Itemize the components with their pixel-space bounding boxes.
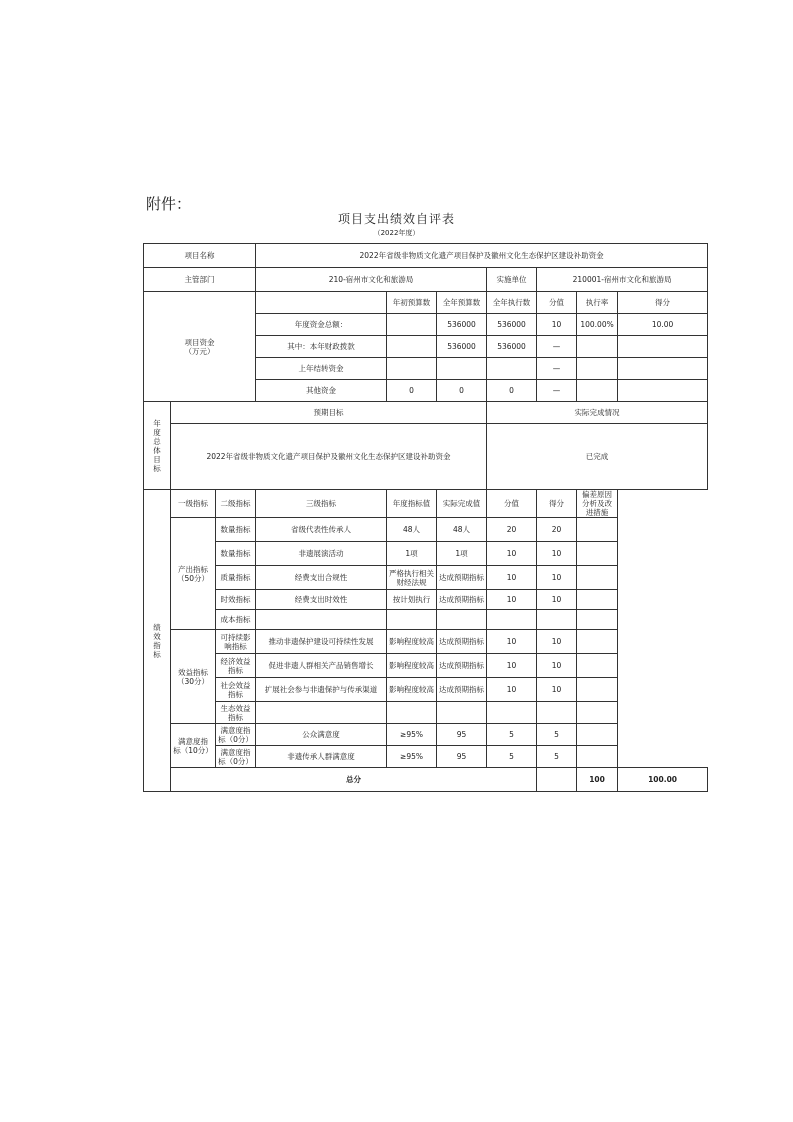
output-group-label: 产出指标 （50分） <box>171 518 216 630</box>
indicator-score-value <box>487 610 537 630</box>
total-blank <box>537 768 577 792</box>
indicator-note <box>577 590 618 610</box>
indicator-row <box>144 566 708 590</box>
indicator-l3 <box>256 610 387 630</box>
funds-row-label: 其他资金 <box>256 380 387 402</box>
funds-row-rate <box>577 380 618 402</box>
funds-row-score-value: — <box>537 336 577 358</box>
funds-header-initial: 年初预算数 <box>387 292 437 314</box>
form-year: （2022年度） <box>373 229 420 237</box>
funds-row-initial <box>387 314 437 336</box>
goals-expected-text: 2022年省级非物质文化遗产项目保护及徽州文化生态保护区建设补助资金 <box>171 424 487 490</box>
goals-actual-text: 已完成 <box>487 424 708 490</box>
funds-header-budget: 全年预算数 <box>437 292 487 314</box>
indicator-target: ≥95% <box>387 746 437 768</box>
indicator-row <box>144 610 708 630</box>
funds-row-budget: 536000 <box>437 336 487 358</box>
indicator-row <box>144 702 708 724</box>
goals-expected-header: 预期目标 <box>171 402 487 424</box>
funds-row-score: 10.00 <box>618 314 708 336</box>
indicator-score-value: 10 <box>487 630 537 654</box>
satisfaction-group-label: 满意度指 标（10分） <box>171 724 216 768</box>
indicator-target: 按计划执行 <box>387 590 437 610</box>
funds-row-rate <box>577 358 618 380</box>
funds-row-label: 上年结转资金 <box>256 358 387 380</box>
indicator-row <box>144 518 708 542</box>
indicator-score-value: 5 <box>487 746 537 768</box>
indicator-score: 10 <box>537 678 577 702</box>
indicator-row <box>144 724 708 746</box>
indicator-target: 48人 <box>387 518 437 542</box>
indicator-actual <box>437 702 487 724</box>
indicator-l3: 非遗传承人群满意度 <box>256 746 387 768</box>
indicator-score <box>537 610 577 630</box>
department-row <box>144 268 708 292</box>
indicator-score-value: 10 <box>487 590 537 610</box>
indicator-target <box>387 702 437 724</box>
indicators-header-target: 年度指标值 <box>387 490 437 518</box>
indicator-l2: 可持续影响指标 <box>216 630 256 654</box>
indicator-l2: 质量指标 <box>216 566 256 590</box>
funds-row-budget: 536000 <box>437 314 487 336</box>
funds-row-score-value: — <box>537 380 577 402</box>
indicator-score: 5 <box>537 746 577 768</box>
indicator-note <box>577 702 618 724</box>
indicators-header-note: 偏差原因分析及改进措施 <box>577 490 618 518</box>
indicator-actual: 1项 <box>437 542 487 566</box>
funds-row-executed: 536000 <box>487 336 537 358</box>
funds-row-initial <box>387 336 437 358</box>
indicator-l3: 非遗展演活动 <box>256 542 387 566</box>
indicator-l3: 公众满意度 <box>256 724 387 746</box>
indicator-target: 影响程度较高 <box>387 630 437 654</box>
indicator-row <box>144 630 708 654</box>
indicator-score: 5 <box>537 724 577 746</box>
indicator-l2: 社会效益指标 <box>216 678 256 702</box>
funds-row-score-value: 10 <box>537 314 577 336</box>
indicator-actual: 95 <box>437 724 487 746</box>
indicators-header-l3: 三级指标 <box>256 490 387 518</box>
funds-row-budget: 0 <box>437 380 487 402</box>
project-name-row <box>144 244 708 268</box>
indicators-header-row <box>144 490 708 518</box>
indicator-target: ≥95% <box>387 724 437 746</box>
indicator-l2: 成本指标 <box>216 610 256 630</box>
total-label: 总分 <box>171 768 537 792</box>
goals-content-row <box>144 424 708 490</box>
indicator-score: 10 <box>537 654 577 678</box>
indicator-score-value: 10 <box>487 566 537 590</box>
funds-row-rate <box>577 336 618 358</box>
indicator-l3: 经费支出合规性 <box>256 566 387 590</box>
indicator-l2: 经济效益指标 <box>216 654 256 678</box>
indicator-score: 20 <box>537 518 577 542</box>
indicator-l2: 数量指标 <box>216 518 256 542</box>
indicator-actual: 达成预期指标 <box>437 566 487 590</box>
indicator-actual: 达成预期指标 <box>437 630 487 654</box>
indicators-header-score-value: 分值 <box>487 490 537 518</box>
indicator-score-value: 10 <box>487 678 537 702</box>
indicator-l3: 经费支出时效性 <box>256 590 387 610</box>
indicator-l3: 推动非遗保护建设可持续性发展 <box>256 630 387 654</box>
effect-group-label: 效益指标 （30分） <box>171 630 216 724</box>
total-score-value: 100 <box>577 768 618 792</box>
department-value: 210-宿州市文化和旅游局 <box>256 268 487 292</box>
funds-row-executed: 0 <box>487 380 537 402</box>
indicator-actual: 达成预期指标 <box>437 654 487 678</box>
funds-row-score <box>618 380 708 402</box>
attachment-label: 附件： <box>146 195 192 213</box>
indicator-score: 10 <box>537 630 577 654</box>
goals-label: 年 度 总 体 目 标 <box>144 402 171 490</box>
goals-header-row <box>144 402 708 424</box>
indicator-l3 <box>256 702 387 724</box>
funds-header-score-value: 分值 <box>537 292 577 314</box>
indicator-note <box>577 630 618 654</box>
funds-row-score-value: — <box>537 358 577 380</box>
implementer-label: 实施单位 <box>487 268 537 292</box>
total-row <box>144 768 708 792</box>
funds-row-label: 年度资金总额： <box>256 314 387 336</box>
indicator-target: 影响程度较高 <box>387 654 437 678</box>
department-label: 主管部门 <box>144 268 256 292</box>
indicator-note <box>577 610 618 630</box>
indicators-header-l1: 一级指标 <box>171 490 216 518</box>
indicator-row <box>144 746 708 768</box>
funds-row-budget <box>437 358 487 380</box>
indicator-row <box>144 542 708 566</box>
indicator-note <box>577 542 618 566</box>
funds-row-initial <box>387 358 437 380</box>
project-name-value: 2022年省级非物质文化遗产项目保护及徽州文化生态保护区建设补助资金 <box>256 244 708 268</box>
indicator-target: 严格执行相关财经法规 <box>387 566 437 590</box>
indicator-note <box>577 678 618 702</box>
funds-row-score <box>618 358 708 380</box>
indicator-row <box>144 654 708 678</box>
self-evaluation-table <box>143 243 708 792</box>
indicators-label: 绩 效 指 标 <box>144 490 171 792</box>
indicators-header-score: 得分 <box>537 490 577 518</box>
indicator-l3: 扩展社会参与非遗保护与传承渠道 <box>256 678 387 702</box>
indicator-actual: 48人 <box>437 518 487 542</box>
funds-header-score: 得分 <box>618 292 708 314</box>
indicator-score-value <box>487 702 537 724</box>
indicator-score-value: 10 <box>487 542 537 566</box>
indicator-note <box>577 746 618 768</box>
indicator-l2: 满意度指标（0分） <box>216 724 256 746</box>
indicator-score: 10 <box>537 542 577 566</box>
indicator-note <box>577 724 618 746</box>
indicator-actual <box>437 610 487 630</box>
funds-header-row <box>144 292 708 314</box>
indicator-row <box>144 590 708 610</box>
funds-header-rate: 执行率 <box>577 292 618 314</box>
indicators-header-actual: 实际完成值 <box>437 490 487 518</box>
project-name-label: 项目名称 <box>144 244 256 268</box>
funds-row-score <box>618 336 708 358</box>
indicator-score-value: 20 <box>487 518 537 542</box>
indicator-note <box>577 518 618 542</box>
total-score: 100.00 <box>618 768 708 792</box>
indicator-target <box>387 610 437 630</box>
funds-row-executed <box>487 358 537 380</box>
indicator-score: 10 <box>537 566 577 590</box>
indicator-actual: 达成预期指标 <box>437 678 487 702</box>
indicator-score: 10 <box>537 590 577 610</box>
funds-header-blank <box>256 292 387 314</box>
funds-row-label: 其中：本年财政拨款 <box>256 336 387 358</box>
indicator-l2: 数量指标 <box>216 542 256 566</box>
indicator-score-value: 5 <box>487 724 537 746</box>
indicator-l2: 生态效益指标 <box>216 702 256 724</box>
indicator-row <box>144 678 708 702</box>
funds-row-initial: 0 <box>387 380 437 402</box>
funds-row-rate: 100.00% <box>577 314 618 336</box>
indicator-score <box>537 702 577 724</box>
indicator-note <box>577 654 618 678</box>
indicator-score-value: 10 <box>487 654 537 678</box>
goals-actual-header: 实际完成情况 <box>487 402 708 424</box>
indicator-l3: 促进非遗人群相关产品销售增长 <box>256 654 387 678</box>
form-title: 项目支出绩效自评表 <box>337 212 455 226</box>
implementer-value: 210001-宿州市文化和旅游局 <box>537 268 708 292</box>
indicator-actual: 95 <box>437 746 487 768</box>
indicator-l2: 满意度指标（0分） <box>216 746 256 768</box>
indicator-note <box>577 566 618 590</box>
indicator-target: 影响程度较高 <box>387 678 437 702</box>
funds-row-executed: 536000 <box>487 314 537 336</box>
indicator-target: 1项 <box>387 542 437 566</box>
indicator-actual: 达成预期指标 <box>437 590 487 610</box>
funds-header-executed: 全年执行数 <box>487 292 537 314</box>
indicators-header-l2: 二级指标 <box>216 490 256 518</box>
indicator-l3: 省级代表性传承人 <box>256 518 387 542</box>
funds-label: 项目资金 （万元） <box>144 292 256 402</box>
indicator-l2: 时效指标 <box>216 590 256 610</box>
